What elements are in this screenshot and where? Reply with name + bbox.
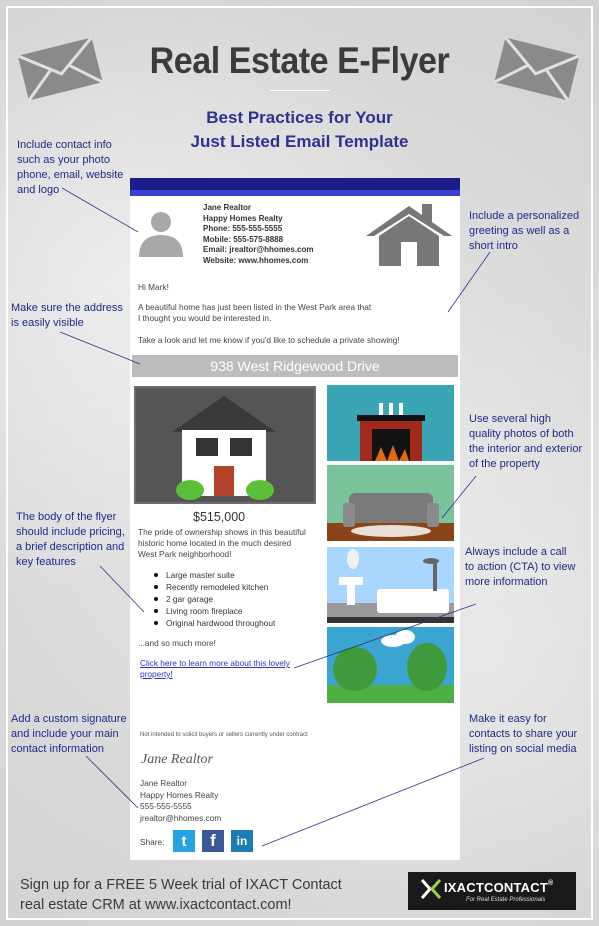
subtitle-line-2: Just Listed Email Template — [190, 132, 409, 151]
linkedin-icon[interactable]: in — [231, 830, 253, 852]
list-item: Living room fireplace — [152, 605, 275, 617]
list-item: 2 gar garage — [152, 593, 275, 605]
note-cta: Always include a call to action (CTA) to view more information — [465, 546, 576, 588]
brand-name: IXACTCONTACT® — [444, 880, 554, 895]
agent-photo-placeholder-icon — [137, 207, 185, 257]
note-address: Make sure the address is easily visible — [11, 302, 123, 329]
house-logo-icon — [364, 202, 454, 268]
note-greeting: Include a personalized greeting as well as a short intro — [469, 210, 580, 252]
note-contact-info: Include contact info such as your photo phone, email, website and logo — [17, 139, 124, 196]
note-photos: Use several high quality photos of both the interior and exterior of the property — [469, 413, 583, 470]
note-body: The body of the flyer should include pricing, a brief description and key features — [16, 511, 125, 568]
agent-mobile: Mobile: 555-575-8888 — [203, 234, 284, 244]
list-item: Large master suite — [152, 569, 275, 581]
showing-text: Take a look and let me know if you'd like to schedule a private showing! — [138, 335, 400, 345]
email-header-bar — [130, 178, 460, 190]
bathroom-photo — [327, 547, 454, 623]
property-main-photo — [134, 386, 316, 504]
agent-phone: Phone: 555-555-5555 — [203, 224, 283, 233]
list-item: Original hardwood throughout — [152, 617, 275, 629]
more-text: ...and so much more! — [138, 638, 216, 648]
page-title: Real Estate E-Flyer — [149, 40, 450, 81]
note-signature: Add a custom signature and include your main contact information — [11, 713, 127, 755]
share-label: Share: — [140, 837, 165, 847]
subtitle-line-1: Best Practices for Your — [206, 108, 393, 127]
agent-email: Email: jrealtor@hhomes.com — [203, 245, 314, 254]
cta-link[interactable]: Click here to learn more about this lovely property! — [140, 658, 290, 679]
agent-name: Jane Realtor — [203, 203, 252, 212]
agent-contact-block — [203, 203, 314, 266]
signature-contact-block: Jane Realtor Happy Homes Realty 555-555-5555 jrealtor@hhomes.com — [140, 778, 222, 823]
ixact-x-logo-icon — [420, 878, 442, 900]
fireplace-photo — [327, 385, 454, 461]
footer-signup-text: Sign up for a FREE 5 Week trial of IXACT Contact real estate CRM at www.ixactcontact.com! — [20, 877, 342, 913]
list-item: Recently remodeled kitchen — [152, 581, 275, 593]
backyard-photo — [327, 627, 454, 703]
note-social: Make it easy for contacts to share your listing on social media — [469, 713, 578, 755]
twitter-icon[interactable]: t — [173, 830, 195, 852]
feature-list — [152, 569, 275, 629]
agent-website: Website: www.hhomes.com — [203, 255, 309, 265]
intro-text: A beautiful home has just been listed in the West Park area that I thought you would be interested in. — [138, 302, 372, 323]
property-address-bar: 938 West Ridgewood Drive — [132, 355, 458, 377]
agent-company: Happy Homes Realty — [203, 213, 283, 223]
title-divider — [270, 90, 330, 91]
property-description: The pride of ownership shows in this beautiful historic home located in the much desired West Park neighborhood! — [138, 527, 306, 559]
facebook-icon[interactable]: f — [202, 830, 224, 852]
property-price: $515,000 — [193, 510, 246, 524]
greeting-text: Hi Mark! — [138, 282, 169, 292]
email-header-accent — [130, 190, 460, 196]
living-room-photo — [327, 465, 454, 541]
agent-signature: Jane Realtor — [141, 752, 213, 767]
disclaimer-text: Not intended to solicit buyers or sellers currently under contract — [140, 732, 308, 738]
brand-tagline: For Real Estate Professionals — [466, 897, 546, 903]
